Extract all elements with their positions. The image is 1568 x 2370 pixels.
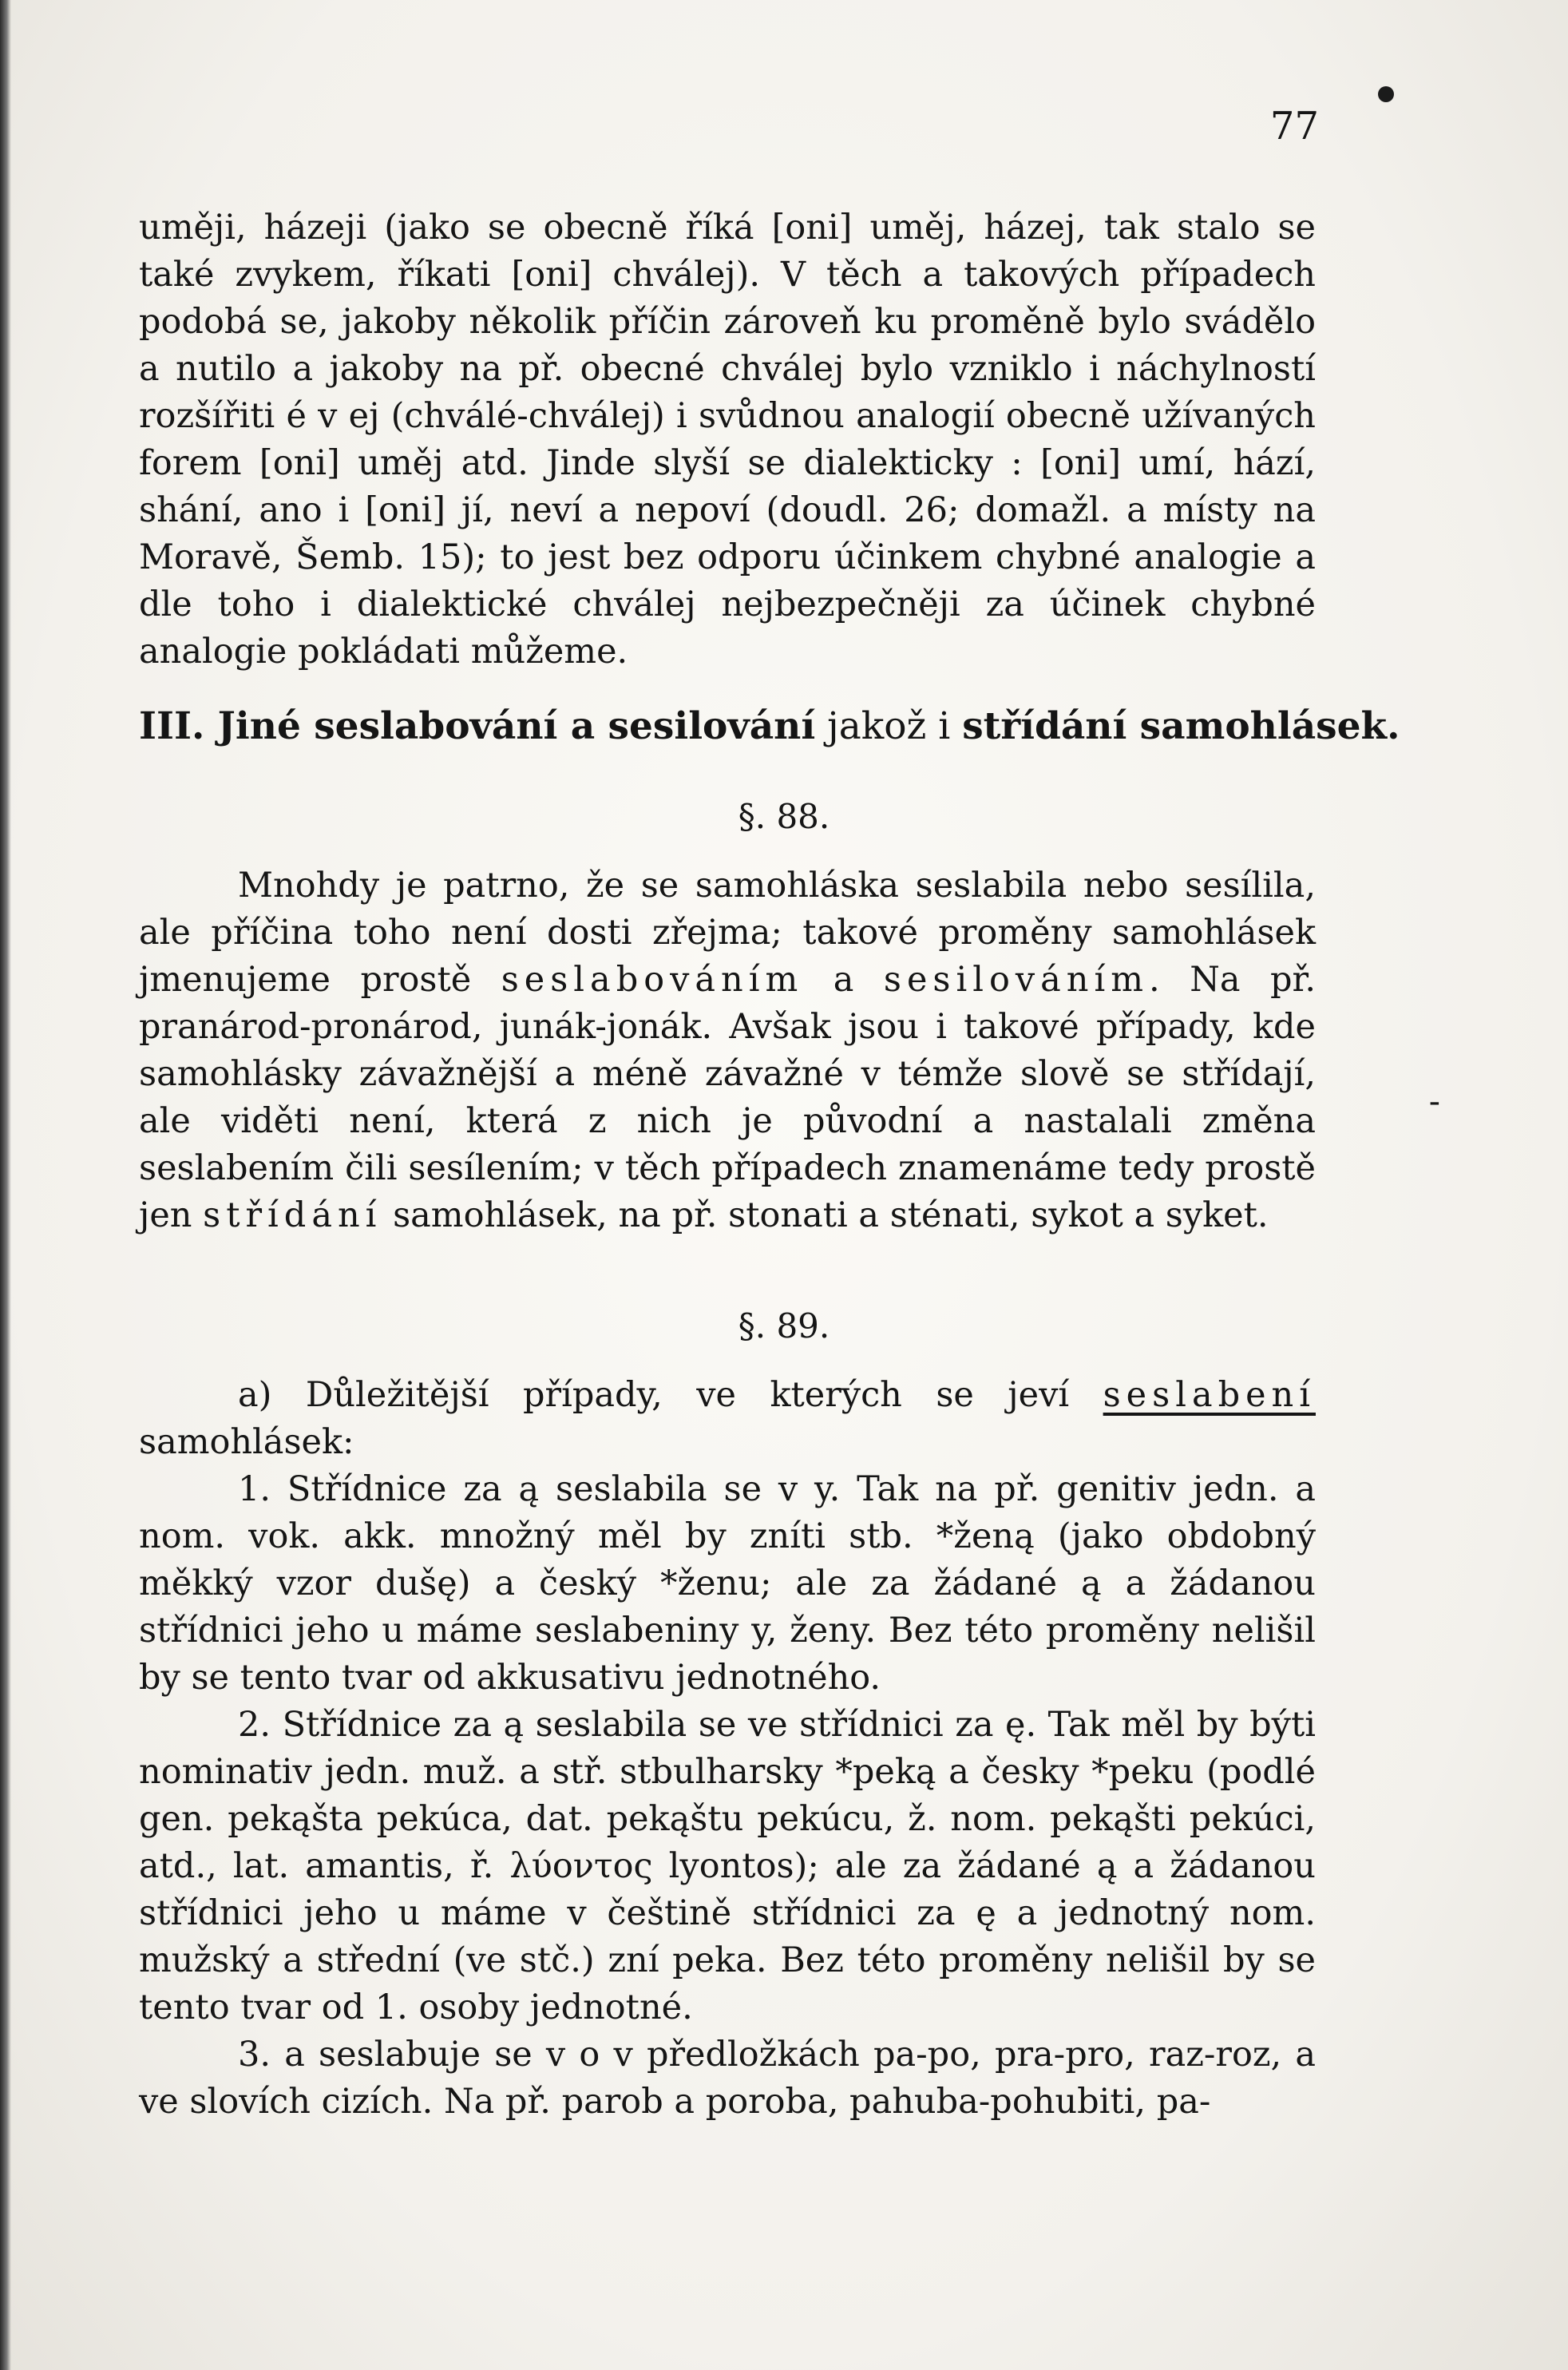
p89-intro-text-a: a) Důležitější případy, ve kterých se jeví <box>238 1375 1103 1415</box>
page-binding-edge <box>0 0 11 2370</box>
paragraph-89-item-3: 3. a seslabuje se v o v předložkách pa-po, pra-pro, raz-roz, a ve slovích cizích. Na př. parob a poroba, pahuba-pohubiti, pa- <box>139 2035 1316 2122</box>
p88-text-c: . Na př. pranárod-pronárod, junák-jonák. Avšak jsou i takové případy, kde samohlásky závažnější a méně závažné v témže slově se střídají, ale viděti není, která z nich je původní a nastalali změna seslabením čili sesílením; v těch případech znamenáme tedy prostě jen <box>139 960 1316 1235</box>
term-stridani: střídání <box>203 1195 382 1235</box>
term-sesilovanim: sesilováním <box>883 960 1150 1000</box>
heading-bold-part-1: III. Jiné seslabování a sesilování <box>139 704 816 748</box>
paragraph-top-text: uměji, házeji (jako se obecně říká [oni] uměj, házej, tak stalo se také zvykem, říkati [oni] chválej). V těch a takových případech podobá se, jakoby několik příčin zároveň ku proměně bylo svádělo a nutilo a jakoby na př. obecné chválej bylo vzniklo i náchylností rozšířiti é v ej (chválé-chválej) i svůdnou analogií obecně užívaných forem [oni] uměj atd. Jinde slyší se dialekticky : [oni] umí, hází, shání, ano i [oni] jí, neví a nepoví (doudl. 26; domažl. a místy na Moravě, Šemb. 15); to jest bez odporu účinkem chybné analogie a dle toho i dialektické chválej nejbezpečněji za účinek chybné analogie pokládati můžeme. <box>139 208 1316 672</box>
ink-dot <box>1378 86 1394 102</box>
margin-mark: - <box>1428 1081 1440 1120</box>
section-89-label: §. 89. <box>738 1306 830 1346</box>
page-number: 77 <box>1269 104 1319 149</box>
section-88-body <box>139 862 1316 1239</box>
section-89-body <box>139 1372 1316 2126</box>
paragraph-89-intro <box>139 1372 1316 1466</box>
heading-bold-part-2: střídání samohlásek. <box>962 704 1400 748</box>
paragraph-top <box>139 204 1316 676</box>
paragraph-89-item-2: 2. Střídnice za ą seslabila se ve střídnici za ę. Tak měl by býti nominativ jedn. muž. a stř. stbulharsky *peką a česky *peku (podlé gen. pekąšta pekúca, dat. pekąštu pekúcu, ž. nom. pekąšti pekúci, atd., lat. amantis, ř. λύοντος lyontos); ale za žádané ą a žádanou střídnici jeho u máme v češtině střídnici za ę a jednotný nom. mužský a střední (ve stč.) zní peka. Bez této proměny nelišil by se tento tvar od 1. osoby jednotné. <box>139 1705 1316 2027</box>
paragraph-89-item-1: 1. Střídnice za ą seslabila se v y. Tak na př. genitiv jedn. a nom. vok. akk. množný měl by zníti stb. *ženą (jako obdobný měkký vzor dušę) a český *ženu; ale za žádané ą a žádanou střídnici jeho u máme seslabeniny y, ženy. Bez této proměny nelišil by se tento tvar od akkusativu jednotného. <box>139 1469 1316 1698</box>
p89-intro-text-b: samohlásek: <box>139 1422 354 1462</box>
term-seslabovanim: seslabováním <box>501 960 804 1000</box>
section-88-label: §. 88. <box>738 797 830 836</box>
paragraph-88 <box>139 862 1316 1239</box>
p88-text-d: samohlásek, na př. stonati a sténati, sykot a syket. <box>382 1195 1269 1235</box>
term-seslabeni: seslabení <box>1103 1375 1316 1415</box>
heading-light-part: jakož i <box>815 704 963 748</box>
p88-text-b: a <box>803 960 884 1000</box>
p88-text-a: Mnohdy je patrno, že se samohláska seslabila nebo sesílila, ale příčina toho není dosti zřejma; takové proměny samohlásek jmenujeme prostě <box>139 866 1316 1000</box>
chapter-heading <box>139 703 1400 751</box>
